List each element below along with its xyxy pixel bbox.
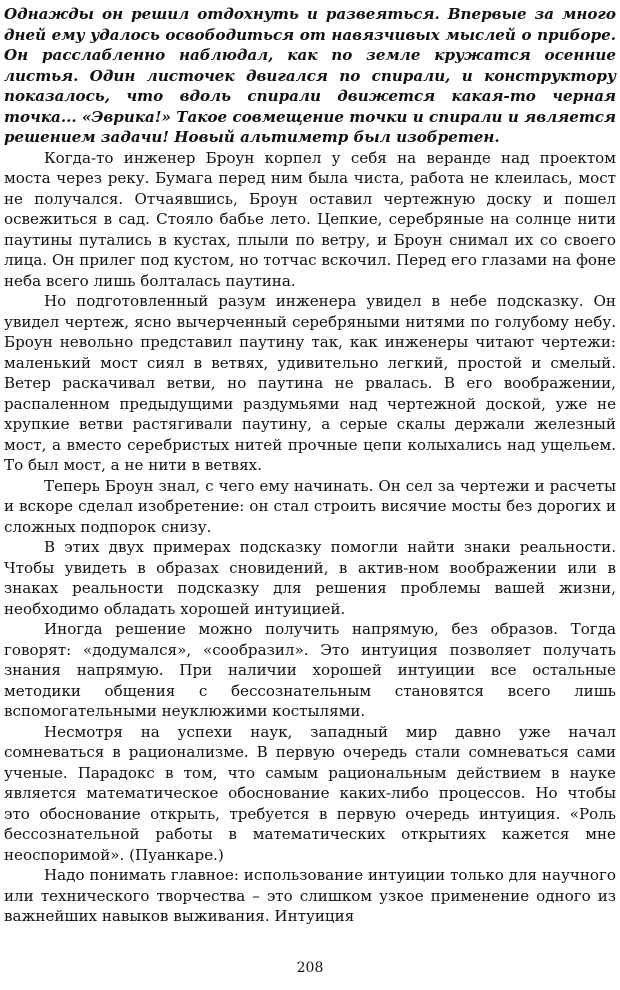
paragraph-signs-of-reality: В этих двух примерах подсказку помогли найти знаки реальности. Чтобы увидеть в образах сновидений, в актив-ном воображении или в знаках реальности подсказку для решения проблемы вашей жизни, необходимо обладать хорошей интуицией. (4, 538, 616, 618)
paragraph-direct-intuition: Иногда решение можно получить напрямую, без образов. Тогда говорят: «додумался», «сообразил». Это интуиция позволяет получать знания напрямую. При наличии хорошей интуиции все остальные методики общения с бессознательным становятся всего лишь вспомогательными неуклюжими костылями. (4, 620, 616, 720)
paragraph-spider-web: Но подготовленный разум инженера увидел в небе подсказку. Он увидел чертеж, ясно вычерченный серебряными нитями по голубому небу. Броун невольно представил паутину так, как инженеры читают чертежи: маленький мост сиял в ветвях, удивительно легкий, простой и смелый. Ветер раскачивал ветви, но паутина не рвалась. В его воображении, распаленном предыдущими раздумьями над чертежной доской, уже не хрупкие ветви растягивали паутину, а серые скалы держали железный мост, а вместо серебристых нитей прочные цепи колыхались над ущельем. То был мост, а не нити в ветвях. (4, 292, 616, 474)
paragraph-brown-bridge: Когда-то инженер Броун корпел у себя на веранде над проектом моста через реку. Бумага перед ним была чиста, работа не клеилась, мост не получался. Отчаявшись, Броун оставил чертежную доску и пошел освежиться в сад. Стояло бабье лето. Цепкие, серебряные на солнце нити паутины путались в кустах, плыли по ветру, и Броун снимал их со своего лица. Он прилег под кустом, но тотчас вскочил. Перед его глазами на фоне неба всего лишь болталась паутина. (4, 148, 616, 290)
page-number: 208 (296, 960, 324, 976)
paragraph-rationalism: Несмотря на успехи наук, западный мир давно уже начал сомневаться в рационализме. В первую очередь стали сомневаться сами ученые. Парадокс в том, что самым рациональным действием в науке является математическое обоснование каких-либо процессов. Но чтобы это обоснование открыть, требуется в первую очередь интуиция. «Роль бессознательной работы в математических открытиях кажется мне неоспоримой». (Пуанкаре.) (4, 722, 616, 864)
paragraph-survival-skill: Надо понимать главное: использование интуиции только для научного или технического творчества – это слишком узкое применение одного из важнейших навыков выживания. Интуиция (4, 866, 616, 925)
paragraph-suspension-bridges: Теперь Броун знал, с чего ему начинать. Он сел за чертежи и расчеты и вскоре сделал изобретение: он стал строить висячие мосты без дорогих и сложных подпорок снизу. (4, 476, 616, 536)
paragraph-altimeter-story: Однажды он решил отдохнуть и развеяться. Впервые за много дней ему удалось освободиться от навязчивых мыслей о приборе. Он расслабленно наблюдал, как по земле кружатся осенние листья. Один листочек двигался по спирали, и конструктору показалось, что вдоль спирали движется какая-то черная точка... «Эврика!» Такое совмещение точки и спирали и является решением задачи! Новый альтиметр был изобретен. (4, 5, 616, 146)
